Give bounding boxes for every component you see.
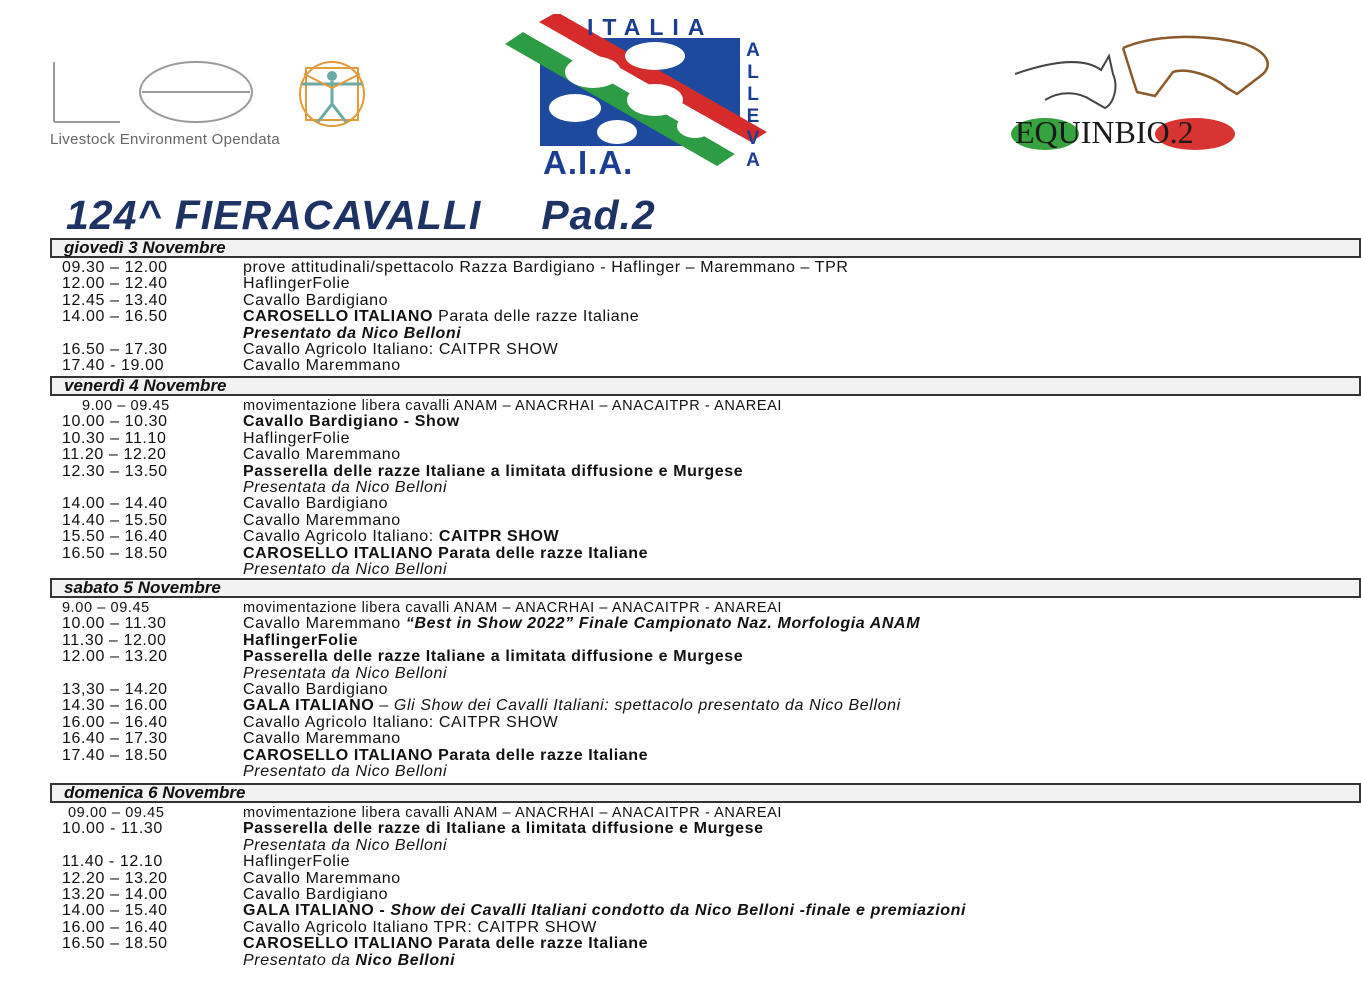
schedule-row <box>50 715 1361 731</box>
row-desc: Cavallo Agricolo Italiano TPR: CAITPR SHOW <box>243 918 597 936</box>
row-time: 13.20 – 14.00 <box>62 885 168 903</box>
schedule-row <box>50 546 1361 562</box>
row-desc <box>243 698 1361 714</box>
row-desc <box>243 903 1361 919</box>
aia-side-letter: L <box>747 62 759 83</box>
day-items <box>50 803 1361 969</box>
row-desc-bolditalic: “Best in Show 2022” Finale Campionato Naz. Morfologia ANAM <box>405 615 921 633</box>
row-desc-bold: GALA ITALIANO - <box>243 902 391 920</box>
row-time: 15.50 – 16.40 <box>62 528 168 546</box>
row-time: 13,30 – 14.20 <box>62 680 168 698</box>
schedule-row <box>50 562 1361 578</box>
schedule-row <box>50 953 1361 969</box>
row-desc-italic: – Gli Show dei Cavalli Italiani: spettacolo presentato da Nico Belloni <box>374 697 901 715</box>
day-header: sabato 5 Novembre <box>50 578 1361 598</box>
day-items <box>50 598 1361 783</box>
leo-logo <box>50 58 395 158</box>
row-desc: CAROSELLO ITALIANO Parata delle razze Italiane <box>243 544 649 562</box>
schedule-row <box>50 431 1361 447</box>
row-desc: Presentata da Nico Belloni <box>243 664 448 682</box>
row-desc-bold: GALA ITALIANO <box>243 697 375 715</box>
row-desc: Passerella delle razze di Italiane a limitata diffusione e Murgese <box>243 820 764 838</box>
row-time: 9.00 – 09.45 <box>62 600 150 616</box>
aia-side-letter: A <box>746 150 760 171</box>
row-desc: Presentato da Nico Belloni <box>243 324 462 342</box>
leo-caption: Livestock Environment Opendata <box>50 131 280 148</box>
page-title <box>66 192 656 239</box>
row-desc: Cavallo Bardigiano <box>243 885 389 903</box>
row-desc: Presentato da Nico Belloni <box>243 762 448 780</box>
row-desc-bold: CAROSELLO ITALIANO <box>243 308 434 326</box>
row-desc: Cavallo Maremmano <box>243 357 401 375</box>
schedule-row <box>50 764 1361 780</box>
row-desc: movimentazione libera cavalli ANAM – ANACRHAI – ANACAITPR - ANAREAI <box>243 805 783 821</box>
schedule-row <box>50 854 1361 870</box>
day-items <box>50 258 1361 376</box>
row-desc-italic: Presentato da <box>243 951 356 969</box>
row-time: 12.00 – 13.20 <box>62 648 168 666</box>
equinbio-logo <box>1005 30 1325 160</box>
row-time: 14.30 – 16.00 <box>62 697 168 715</box>
aia-bottom-text: A.I.A. <box>543 144 634 181</box>
day-header: giovedì 3 Novembre <box>50 238 1361 258</box>
row-time: 11.40 - 12.10 <box>62 853 163 871</box>
row-time: 14.00 – 15.40 <box>62 902 168 920</box>
row-desc: Presentata da Nico Belloni <box>243 478 448 496</box>
row-time: 16.50 – 17.30 <box>62 340 168 358</box>
row-time: 12.00 – 12.40 <box>62 275 168 293</box>
row-time: 16.50 – 18.50 <box>62 544 168 562</box>
row-desc: Cavallo Maremmano <box>243 511 401 529</box>
row-time: 11.20 – 12.20 <box>62 446 167 464</box>
schedule-row <box>50 633 1361 649</box>
row-time: 14.00 – 14.40 <box>62 495 168 513</box>
schedule-row <box>50 293 1361 309</box>
row-desc: prove attitudinali/spettacolo Razza Bardigiano - Haflinger – Maremmano – TPR <box>243 259 849 276</box>
row-desc <box>243 953 1361 969</box>
row-desc <box>243 309 1361 325</box>
schedule-row <box>50 731 1361 747</box>
row-desc: CAROSELLO ITALIANO Parata delle razze Italiane <box>243 746 649 764</box>
row-desc: Cavallo Maremmano <box>243 730 401 748</box>
row-desc: Presentato da Nico Belloni <box>243 560 448 578</box>
schedule <box>50 238 1361 969</box>
schedule-row <box>50 887 1361 903</box>
title-main: 124^ FIERACAVALLI <box>66 192 482 238</box>
schedule-row <box>50 496 1361 512</box>
row-desc: Cavallo Bardigiano <box>243 495 389 513</box>
aia-logo <box>505 14 780 184</box>
row-time: 10.00 – 11.30 <box>62 615 167 633</box>
schedule-row <box>50 529 1361 545</box>
aia-side-letter: A <box>746 40 760 61</box>
row-desc: Cavallo Agricolo Italiano: CAITPR SHOW <box>243 713 559 731</box>
aia-top-text: ITALIA <box>587 14 714 40</box>
schedule-row <box>50 260 1361 276</box>
schedule-row <box>50 447 1361 463</box>
row-time: 16.00 – 16.40 <box>62 713 168 731</box>
row-desc: Cavallo Maremmano <box>243 869 401 887</box>
row-time: 16.40 – 17.30 <box>62 730 168 748</box>
schedule-row <box>50 649 1361 665</box>
row-desc-rest: Parata delle razze Italiane <box>433 308 640 326</box>
row-time: 17.40 – 18.50 <box>62 746 168 764</box>
row-desc: Cavallo Agricolo Italiano: CAITPR SHOW <box>243 340 559 358</box>
schedule-row <box>50 464 1361 480</box>
row-desc-text: Cavallo Maremmano <box>243 615 406 633</box>
row-desc <box>243 529 1361 545</box>
schedule-row <box>50 805 1361 821</box>
schedule-row <box>50 276 1361 292</box>
day-items <box>50 396 1361 578</box>
row-desc: HaflingerFolie <box>243 429 351 447</box>
row-desc: CAROSELLO ITALIANO Parata delle razze Italiane <box>243 935 649 953</box>
row-time: 16.00 – 16.40 <box>62 918 168 936</box>
aia-side-letter: L <box>747 84 759 105</box>
schedule-row <box>50 936 1361 952</box>
row-time: 12.45 – 13.40 <box>62 291 168 309</box>
row-time: 12.30 – 13.50 <box>62 462 168 480</box>
row-desc: HaflingerFolie <box>243 275 351 293</box>
schedule-row <box>50 513 1361 529</box>
row-desc-text: Cavallo Agricolo Italiano: <box>243 528 439 546</box>
schedule-row <box>50 920 1361 936</box>
row-desc-bolditalic: Show dei Cavalli Italiani condotto da Nico Belloni -finale e premiazioni <box>390 902 967 920</box>
row-desc: Cavallo Maremmano <box>243 446 401 464</box>
row-desc: Cavallo Bardigiano <box>243 680 389 698</box>
row-desc <box>243 616 1361 632</box>
row-desc: HaflingerFolie <box>243 853 351 871</box>
row-desc-bolditalic: Nico Belloni <box>355 951 456 969</box>
row-desc: Passerella delle razze Italiane a limitata diffusione e Murgese <box>243 462 744 480</box>
row-desc: Passerella delle razze Italiane a limitata diffusione e Murgese <box>243 648 744 666</box>
schedule-row <box>50 616 1361 632</box>
day-header: venerdì 4 Novembre <box>50 376 1361 396</box>
row-time: 11.30 – 12.00 <box>62 631 167 649</box>
schedule-row <box>50 398 1361 414</box>
schedule-row <box>50 480 1361 496</box>
aia-side-text <box>743 40 763 172</box>
row-time: 17.40 - 19.00 <box>62 357 165 375</box>
row-desc: Cavallo Bardigiano <box>243 291 389 309</box>
schedule-row <box>50 748 1361 764</box>
schedule-row <box>50 326 1361 342</box>
equinbio-text: EQUINBIO.2 <box>1015 114 1194 150</box>
logo-bar <box>0 0 1361 200</box>
aia-side-letter: V <box>746 128 760 149</box>
row-time: 16.50 – 18.50 <box>62 935 168 953</box>
schedule-row <box>50 821 1361 837</box>
row-desc: movimentazione libera cavalli ANAM – ANACRHAI – ANACAITPR - ANAREAI <box>243 398 783 414</box>
row-desc-bold: CAITPR SHOW <box>438 528 560 546</box>
row-desc: Presentata da Nico Belloni <box>243 836 448 854</box>
row-time: 14.40 – 15.50 <box>62 511 168 529</box>
row-desc: movimentazione libera cavalli ANAM – ANACRHAI – ANACAITPR - ANAREAI <box>243 600 783 616</box>
schedule-row <box>50 682 1361 698</box>
row-time: 10.30 – 11.10 <box>62 429 167 447</box>
schedule-row <box>50 342 1361 358</box>
schedule-row <box>50 838 1361 854</box>
schedule-row <box>50 871 1361 887</box>
row-time: 10.00 - 11.30 <box>62 820 163 838</box>
row-time: 14.00 – 16.50 <box>62 308 168 326</box>
schedule-row <box>50 358 1361 374</box>
row-time: 10.00 – 10.30 <box>62 413 168 431</box>
schedule-row <box>50 666 1361 682</box>
title-pad: Pad.2 <box>541 192 656 238</box>
schedule-row <box>50 309 1361 325</box>
aia-side-letter: E <box>746 106 760 127</box>
row-desc: HaflingerFolie <box>243 631 359 649</box>
schedule-row <box>50 414 1361 430</box>
schedule-row <box>50 903 1361 919</box>
day-header: domenica 6 Novembre <box>50 783 1361 803</box>
schedule-row <box>50 600 1361 616</box>
row-desc: Cavallo Bardigiano - Show <box>243 413 460 431</box>
row-time: 12.20 – 13.20 <box>62 869 168 887</box>
row-time: 09.00 – 09.45 <box>68 805 165 821</box>
row-time: 9.00 – 09.45 <box>82 398 170 414</box>
row-time: 09.30 – 12.00 <box>62 259 168 276</box>
leo-mark-icon <box>50 58 395 130</box>
schedule-row <box>50 698 1361 714</box>
